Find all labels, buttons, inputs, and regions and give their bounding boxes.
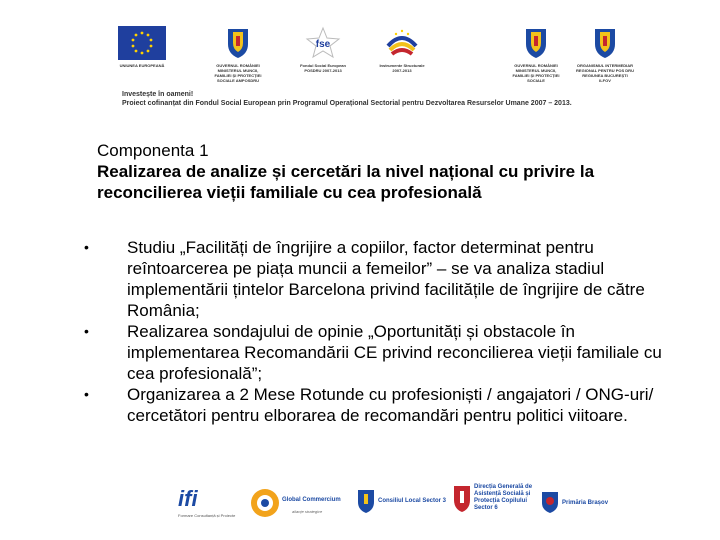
government-logo [210,26,266,83]
sector-3-crest-icon [356,488,376,514]
consiliul-local-name: Consiliul Local Sector 3 [378,498,447,504]
global-commercium-tagline: alianțe strategice [292,509,323,514]
global-commercium-name: Global Commercium [282,497,341,503]
component-number: Componenta 1 [97,141,209,160]
bullet-text: Studiu „Facilități de îngrijire a copiilor, factor determinat pentru reîntoarcerea pe piața muncii a femeilor” – se va analiza stadiul implementării țintelor Barcelona privind facilitățile de îngrijire de către România; [127,238,645,320]
government-caption-2: GUVERNUL ROMÂNIEI MINISTERUL MUNCII, FAMILIEI ȘI PROTECȚIEI SOCIALE [512,63,560,83]
ifi-mark: ifi [178,486,198,511]
global-commercium-icon [250,488,280,518]
bullet-text: Organizarea a 2 Mese Rotunde cu profesioniști / angajatori / ONG-uri/ cercetători pentru elborarea de recomandări pentru politici viitoare. [127,385,654,425]
ifi-logo [178,486,242,519]
fse-logo [296,26,350,73]
romania-coat-of-arms-icon [523,26,549,60]
fse-caption: Fondul Social European POSDRU 2007-2013 [300,63,346,73]
romania-coat-of-arms-icon [225,26,251,60]
government-caption: GUVERNUL ROMÂNIEI MINISTERUL MUNCII, FAMILIEI ȘI PROTECȚIEI SOCIALE AMPOSDRU [214,63,262,83]
romania-coat-of-arms-icon [592,26,618,60]
oir-posdru-logo [576,26,634,83]
government-logo-2 [508,26,564,83]
instrumente-structurale-logo [374,26,430,73]
invest-slogan: Investește în oameni! [122,91,194,98]
bullet-text: Realizarea sondajului de opinie „Oportunități și obstacole în implementarea Recomandării CE privind reconcilierea vieții familiale cu cea profesională”; [127,322,662,383]
fse-mark: fse [315,39,331,50]
dgaspc-name: Direcția Generală de Asistență Socială și Protecția Copilului Sector 6 [474,484,533,511]
component-description: Realizarea de analize și cercetări la nivel național cu privire la reconcilierea vieții familiale cu cea profesională [97,162,595,202]
eu-logo [116,26,168,68]
dgaspc-crest-icon [452,484,472,514]
bullet-icon: • [84,386,89,402]
investment-note [122,90,572,108]
ifi-caption: Formare Consultanță și Proiecte [178,513,236,518]
component-title [97,140,687,203]
list-item [80,321,690,384]
footer-logos [0,478,720,538]
list-item [80,237,690,321]
eu-caption: UNIUNEA EUROPEANĂ [119,63,165,68]
list-item [80,384,690,426]
fse-star-icon [303,26,343,60]
header-logos [0,0,720,120]
instrumente-structurale-icon [382,26,422,60]
primaria-brasov-name: Primăria Brașov [562,500,609,506]
brasov-crest-icon [540,490,560,514]
bullet-icon: • [84,323,89,339]
oir-posdru-caption: ORGANISMUL INTERMEDIAR REGIONAL PENTRU POS DRU REGIUNEA BUCUREȘTI ILFOV [576,63,634,83]
bullet-list [80,237,690,426]
cofinancing-note: Proiect cofinanțat din Fondul Social European prin Programul Operațional Sectorial pentru Dezvoltarea Resurselor Umane 2007 – 2013. [122,100,572,107]
instrumente-structurale-caption: Instrumente Structurale 2007-2013 [379,63,425,73]
bullet-icon: • [84,239,89,255]
eu-flag-icon [118,26,166,60]
